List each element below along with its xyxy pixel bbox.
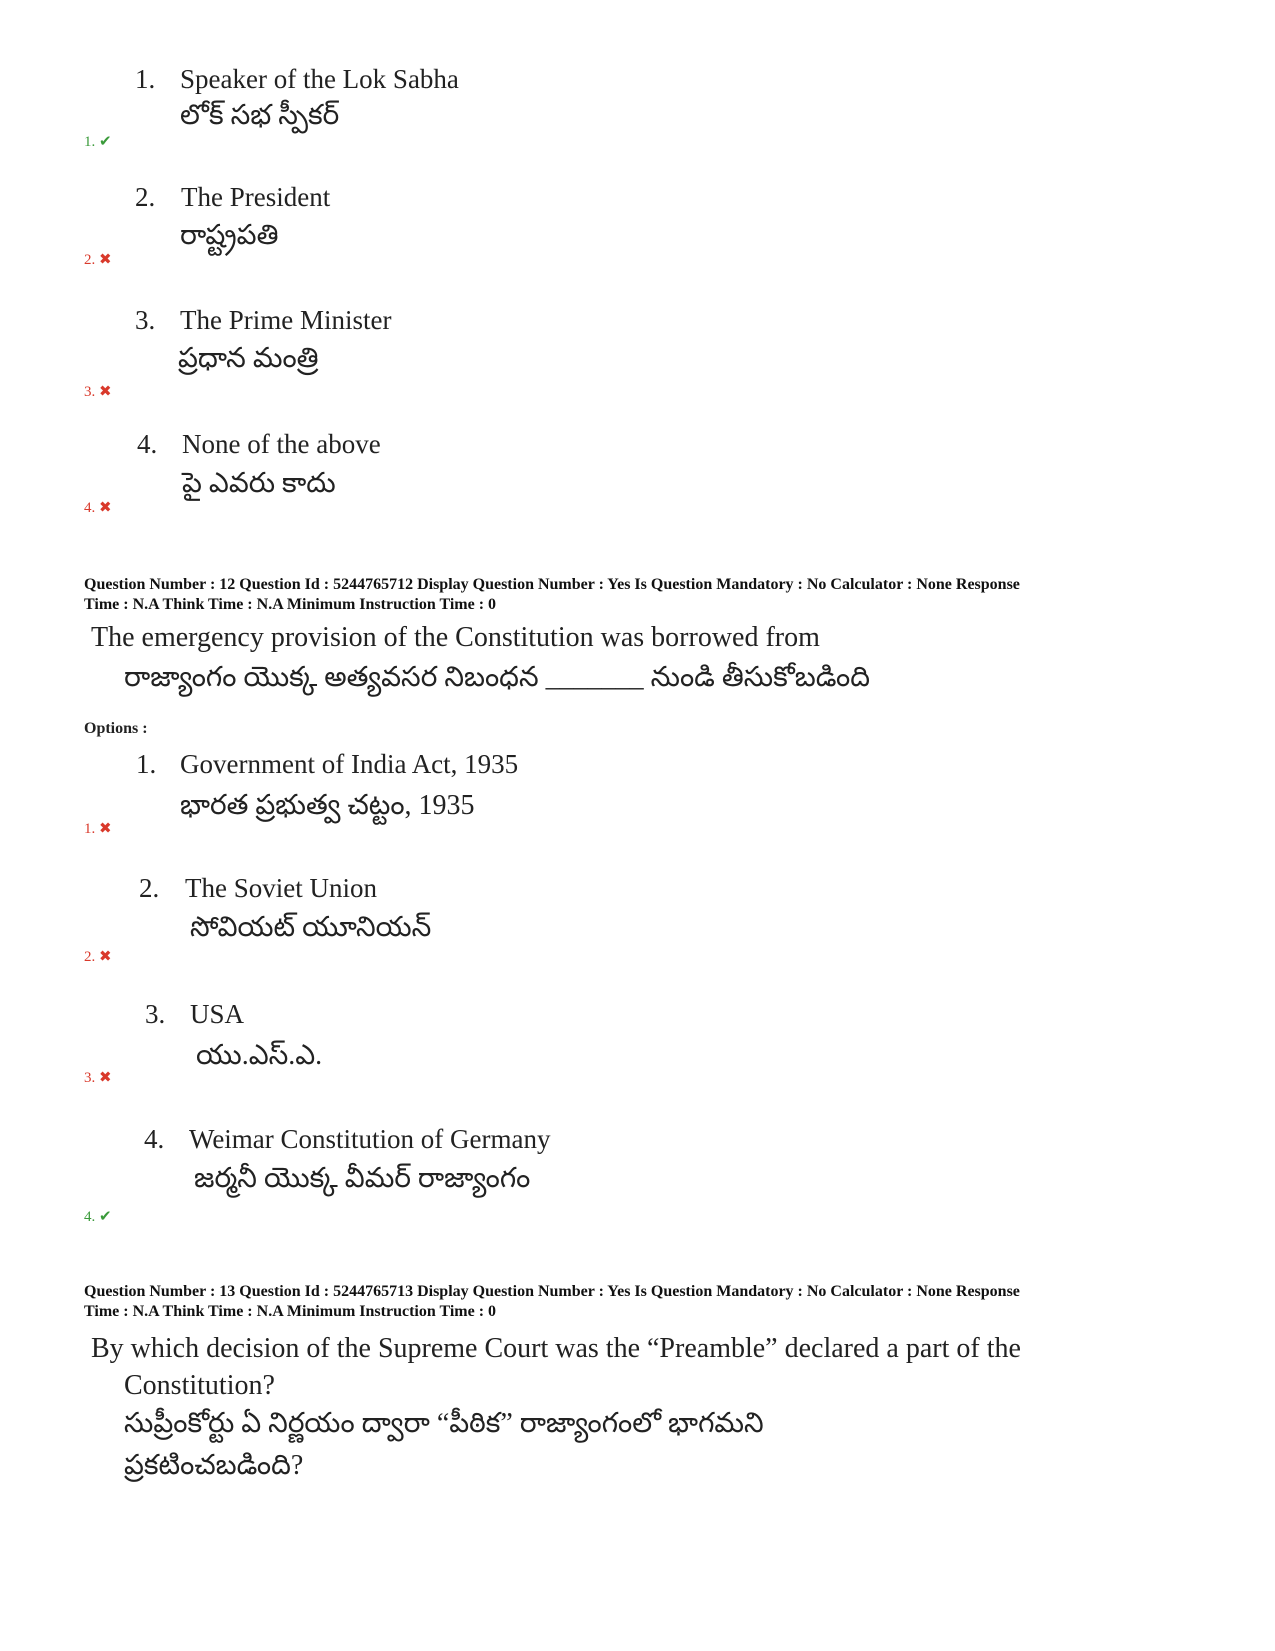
option-text-te: ప్రధాన మంత్రి — [178, 343, 319, 374]
option-marker: 1. ✔ — [84, 134, 112, 150]
option-text-en: The Soviet Union — [185, 873, 377, 903]
question-13-text-en-line2: Constitution? — [124, 1370, 275, 1401]
cross-icon: ✖ — [99, 500, 112, 516]
option-marker: 3. ✖ — [84, 1070, 112, 1086]
option-number: 2. — [135, 182, 156, 212]
option-text-en: USA — [190, 999, 245, 1029]
option-text-en: The Prime Minister — [180, 305, 392, 335]
cross-icon: ✖ — [99, 821, 112, 837]
option-text-en: Government of India Act, 1935 — [180, 749, 519, 779]
question-13-text-en-line1: By which decision of the Supreme Court was the “Preamble” declared a part of the — [91, 1333, 1021, 1364]
option-text-te: జర్మనీ యొక్క వీమర్ రాజ్యాంగం — [194, 1163, 531, 1194]
option-marker: 4. ✖ — [84, 500, 112, 516]
option-text-en: None of the above — [182, 429, 381, 459]
check-icon: ✔ — [99, 1209, 112, 1225]
cross-icon: ✖ — [99, 1070, 112, 1086]
metadata-line: Time : N.A Think Time : N.A Minimum Instruction Time : 0 — [84, 596, 497, 613]
option-marker: 3. ✖ — [84, 384, 112, 400]
question-13-text-te-line1: సుప్రీంకోర్టు ఏ నిర్ణయం ద్వారా “పీఠిక” రాజ్యాంగంలో భాగమని — [124, 1408, 764, 1439]
option-marker: 4. ✔ — [84, 1209, 112, 1225]
option-text-en: Weimar Constitution of Germany — [189, 1124, 551, 1154]
question-12-metadata — [84, 575, 1144, 615]
option-number: 1. — [136, 749, 157, 779]
metadata-line: Question Number : 13 Question Id : 5244765713 Display Question Number : Yes Is Question Mandatory : No Calculator : None Response — [84, 1283, 1020, 1300]
cross-icon: ✖ — [99, 949, 112, 965]
option-number: 4. — [144, 1124, 165, 1154]
option-marker: 2. ✖ — [84, 252, 112, 268]
option-text-te: పై ఎవరు కాదు — [182, 468, 336, 499]
question-12-text-en: The emergency provision of the Constitution was borrowed from — [91, 622, 820, 653]
metadata-line: Time : N.A Think Time : N.A Minimum Instruction Time : 0 — [84, 1303, 497, 1320]
option-number: 3. — [145, 999, 166, 1029]
option-text-te: సోవియట్ యూనియన్ — [190, 912, 432, 943]
option-number: 1. — [135, 64, 156, 94]
option-marker: 2. ✖ — [84, 949, 112, 965]
question-13-text-te-line2: ప్రకటించబడింది? — [124, 1450, 304, 1481]
option-text-te: భారత ప్రభుత్వ చట్టం, 1935 — [180, 790, 475, 821]
check-icon: ✔ — [99, 134, 112, 150]
option-number: 2. — [139, 873, 160, 903]
options-label: Options : — [84, 720, 148, 737]
option-text-te: లోక్ సభ స్పీకర్ — [180, 100, 340, 131]
option-number: 4. — [137, 429, 158, 459]
option-number: 3. — [135, 305, 156, 335]
option-text-te: రాష్ట్రపతి — [180, 220, 279, 251]
option-text-en: The President — [181, 182, 331, 212]
option-marker: 1. ✖ — [84, 821, 112, 837]
question-13-metadata — [84, 1282, 1144, 1322]
cross-icon: ✖ — [99, 252, 112, 268]
cross-icon: ✖ — [99, 384, 112, 400]
option-text-en: Speaker of the Lok Sabha — [180, 64, 459, 94]
question-12-text-te: రాజ్యాంగం యొక్క అత్యవసర నిబంధన _______ నుండి తీసుకోబడింది — [124, 662, 870, 693]
option-text-te: యు.ఎస్.ఎ. — [196, 1040, 323, 1071]
metadata-line: Question Number : 12 Question Id : 5244765712 Display Question Number : Yes Is Question Mandatory : No Calculator : None Response — [84, 576, 1020, 593]
